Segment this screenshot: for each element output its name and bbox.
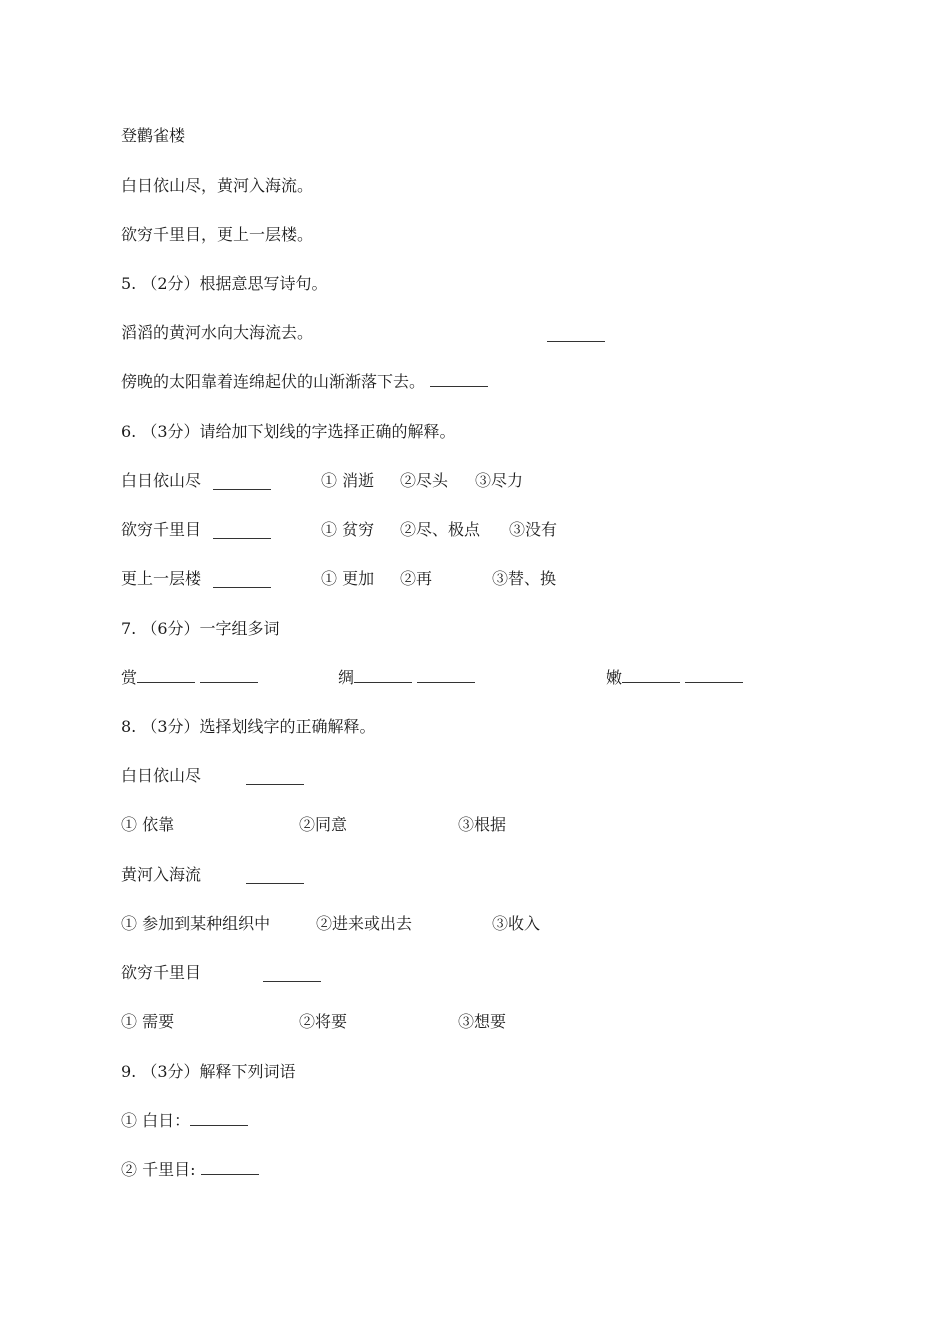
answer-blank[interactable] bbox=[201, 1160, 259, 1175]
question-8-item-3-option-2: ②将要 bbox=[299, 1012, 348, 1031]
question-8-item-3-text: 欲穷千里目 bbox=[121, 963, 202, 982]
question-9-item-2-label: ② 千里目: bbox=[121, 1160, 201, 1179]
question-6-row-3-option-2: ②再 bbox=[400, 569, 433, 588]
answer-blank[interactable] bbox=[213, 475, 271, 490]
answer-blank[interactable] bbox=[190, 1111, 248, 1126]
answer-blank[interactable] bbox=[685, 668, 743, 683]
answer-blank[interactable] bbox=[622, 668, 680, 683]
answer-blank[interactable] bbox=[354, 668, 412, 683]
question-8-header: 8. （3分）选择划线字的正确解释。 bbox=[121, 717, 376, 736]
question-7-group-2 bbox=[338, 666, 475, 690]
question-7-group-1 bbox=[121, 666, 258, 690]
question-5-item-2-text: 傍晚的太阳靠着连绵起伏的山渐渐落下去。 bbox=[121, 372, 426, 391]
question-5-item-1: 滔滔的黄河水向大海流去。 bbox=[121, 323, 314, 342]
question-9-item-1-label: ① 白日： bbox=[121, 1111, 191, 1130]
answer-blank[interactable] bbox=[246, 869, 304, 884]
answer-blank[interactable] bbox=[263, 967, 321, 982]
question-8-item-2-text: 黄河入海流 bbox=[121, 865, 202, 884]
question-8-item-3-option-1: ① 需要 bbox=[121, 1012, 175, 1031]
question-7-char: 绸 bbox=[338, 668, 355, 687]
question-8-item-2-option-1: ① 参加到某种组织中 bbox=[121, 914, 271, 933]
question-8-item-3-option-3: ③想要 bbox=[458, 1012, 507, 1031]
question-8-item-1-text: 白日依山尽 bbox=[121, 766, 202, 785]
question-8-item-1-option-3: ③根据 bbox=[458, 815, 507, 834]
poem-line-1: 白日依山尽，黄河入海流。 bbox=[121, 176, 314, 195]
question-8-item-1-option-1: ① 依靠 bbox=[121, 815, 175, 834]
poem-title: 登鹳雀楼 bbox=[121, 126, 186, 145]
question-6-header: 6. （3分）请给加下划线的字选择正确的解释。 bbox=[121, 422, 456, 441]
answer-blank[interactable] bbox=[213, 573, 271, 588]
question-6-row-2-text: 欲穷千里目 bbox=[121, 520, 202, 539]
question-9-item-1 bbox=[121, 1109, 248, 1133]
answer-blank[interactable] bbox=[200, 668, 258, 683]
question-8-item-2-option-3: ③收入 bbox=[492, 914, 541, 933]
answer-blank[interactable] bbox=[417, 668, 475, 683]
answer-blank[interactable] bbox=[246, 770, 304, 785]
question-6-row-1-option-2: ②尽头 bbox=[400, 471, 449, 490]
question-7-header: 7. （6分）一字组多词 bbox=[121, 619, 280, 638]
question-9-header: 9. （3分）解释下列词语 bbox=[121, 1062, 296, 1081]
question-8-item-1-option-2: ②同意 bbox=[299, 815, 348, 834]
answer-blank[interactable] bbox=[547, 327, 605, 342]
answer-blank[interactable] bbox=[430, 372, 488, 387]
question-8-item-2-option-2: ②进来或出去 bbox=[316, 914, 413, 933]
poem-line-2: 欲穷千里目，更上一层楼。 bbox=[121, 225, 314, 244]
question-6-row-1-option-1: ① 消逝 bbox=[321, 471, 375, 490]
question-6-row-2-option-3: ③没有 bbox=[509, 520, 558, 539]
question-7-group-3 bbox=[606, 666, 743, 690]
question-5-item-2 bbox=[121, 370, 488, 394]
question-7-char: 赏 bbox=[121, 668, 138, 687]
question-6-row-1-option-3: ③尽力 bbox=[475, 471, 524, 490]
answer-blank[interactable] bbox=[213, 524, 271, 539]
question-6-row-3-option-1: ① 更加 bbox=[321, 569, 375, 588]
question-6-row-1-text: 白日依山尽 bbox=[121, 471, 202, 490]
question-6-row-2-option-2: ②尽、极点 bbox=[400, 520, 481, 539]
question-6-row-3-text: 更上一层楼 bbox=[121, 569, 202, 588]
question-5-header: 5. （2分）根据意思写诗句。 bbox=[121, 274, 328, 293]
answer-blank[interactable] bbox=[137, 668, 195, 683]
question-6-row-2-option-1: ① 贫穷 bbox=[321, 520, 375, 539]
question-9-item-2 bbox=[121, 1158, 259, 1182]
question-6-row-3-option-3: ③替、换 bbox=[492, 569, 557, 588]
question-7-char: 嫩 bbox=[606, 668, 623, 687]
